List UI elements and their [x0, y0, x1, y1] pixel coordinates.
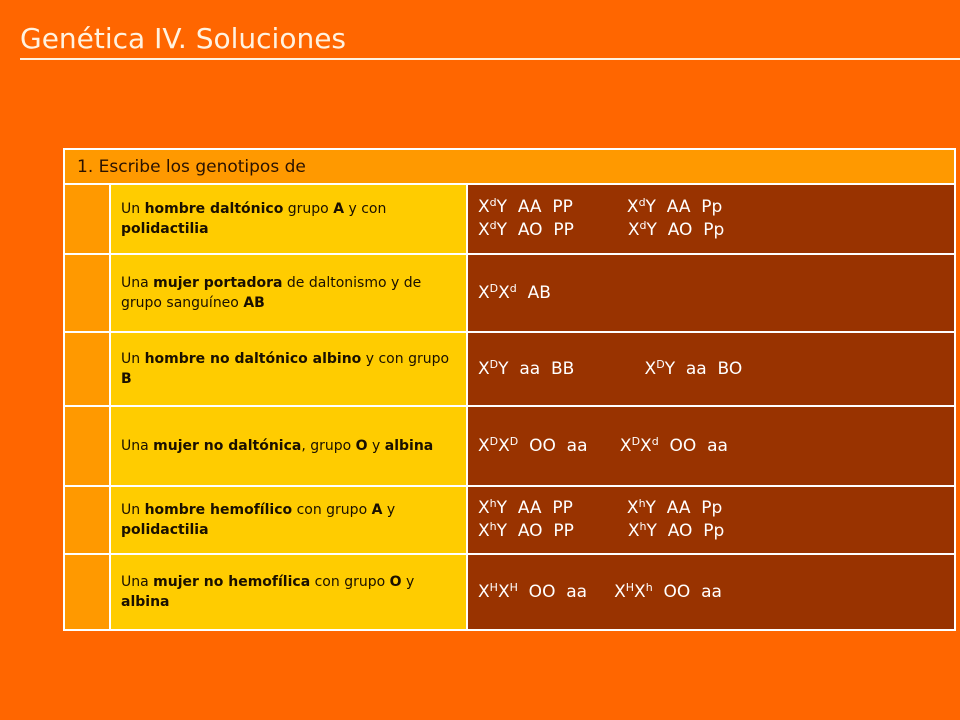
description-text: y [382, 502, 396, 518]
genotype-table [63, 148, 956, 631]
allele-superscript: d [509, 281, 517, 295]
allele-superscript: d [639, 219, 647, 232]
bold-term: mujer no daltónica [153, 438, 302, 454]
row-marker-cell [64, 486, 110, 554]
genotype-cell [467, 554, 955, 630]
table-row [64, 184, 955, 254]
genotype-text: Y AA PP X [496, 197, 639, 217]
description-cell [110, 486, 467, 554]
genotype-cell [467, 406, 955, 486]
description-text: de daltonismo y de grupo sanguíneo [121, 275, 422, 311]
table-header: 1. Escribe los genotipos de [64, 149, 955, 184]
bold-term: AB [243, 295, 265, 311]
genotype-line [478, 358, 742, 381]
bold-term: albina [384, 438, 434, 454]
table-row [64, 254, 955, 332]
allele-superscript: d [651, 434, 659, 448]
allele-superscript: h [645, 580, 653, 594]
allele-superscript: h [639, 520, 647, 533]
genotype-cell [467, 486, 955, 554]
genotype-text: X [478, 358, 490, 379]
genotype-cell [467, 332, 955, 406]
genotype-text: X [634, 581, 646, 602]
allele-superscript: D [509, 434, 519, 448]
description-cell [110, 554, 467, 630]
genotype-text: Y aa BO [664, 358, 743, 379]
genotype-text: OO aa X [518, 435, 632, 456]
allele-superscript: D [489, 281, 499, 295]
genotype-text: Y AO Pp [646, 521, 725, 541]
genotype-text: Y AA Pp [645, 197, 723, 217]
row-marker-cell [64, 332, 110, 406]
description-cell [110, 184, 467, 254]
allele-superscript: D [656, 357, 665, 371]
bold-term: A [371, 502, 383, 518]
genotype-cell [467, 184, 955, 254]
bold-term: hombre no daltónico albino [144, 351, 362, 367]
description-cell [110, 406, 467, 486]
bold-term: polidactilia [121, 221, 209, 237]
allele-superscript: H [509, 580, 518, 594]
bold-term: albina [121, 594, 170, 610]
genotype-text: X [498, 435, 510, 456]
genotype-cell [467, 254, 955, 332]
allele-superscript: d [638, 196, 646, 209]
genotype-line [478, 282, 551, 305]
genotype-text: X [478, 282, 490, 303]
genotype-text: X [478, 521, 490, 541]
description-text: y [367, 438, 385, 454]
bold-term: B [121, 371, 132, 387]
genotype-line [478, 219, 724, 242]
genotype-text: Y AO PP X [496, 521, 640, 541]
genotype-line [478, 581, 722, 604]
row-marker-cell [64, 184, 110, 254]
genotype-text: Y AA PP X [496, 498, 639, 518]
allele-superscript: h [489, 520, 497, 533]
description-text: grupo [283, 201, 334, 217]
bold-term: O [389, 574, 402, 590]
table-row [64, 554, 955, 630]
description-text: con grupo [292, 502, 372, 518]
allele-superscript: H [489, 580, 498, 594]
genotype-text: X [497, 581, 510, 602]
allele-superscript: h [638, 497, 646, 510]
allele-superscript: D [489, 434, 499, 448]
description-text: y [401, 574, 415, 590]
genotype-line [478, 497, 722, 520]
genotype-text: OO aa X [517, 581, 626, 602]
bold-term: A [333, 201, 345, 217]
page-title: Genética IV. Soluciones [20, 22, 347, 55]
genotype-text: X [498, 282, 510, 303]
description-text: Una [121, 438, 154, 454]
genotype-line [478, 435, 728, 458]
genotype-text: X [640, 435, 652, 456]
genotype-text: X [478, 435, 490, 456]
table-header-row [64, 149, 955, 184]
description-text: con grupo [310, 574, 390, 590]
description-text: y con [344, 201, 387, 217]
bold-term: mujer no hemofílica [153, 574, 311, 590]
table-row [64, 406, 955, 486]
bold-term: mujer portadora [153, 275, 283, 291]
description-text: y con grupo [361, 351, 450, 367]
description-text: Una [121, 574, 154, 590]
genotype-text: Y AO PP X [496, 220, 640, 240]
description-cell [110, 332, 467, 406]
allele-superscript: d [489, 196, 497, 209]
allele-superscript: d [489, 219, 497, 232]
genotype-line [478, 520, 724, 543]
genotype-text: OO aa [652, 581, 722, 602]
bold-term: hombre hemofílico [144, 502, 293, 518]
description-text: Un [121, 502, 145, 518]
allele-superscript: D [489, 357, 499, 371]
description-text: Un [121, 351, 145, 367]
description-text: Un [121, 201, 145, 217]
genotype-line [478, 196, 722, 219]
genotype-text: Y aa BB X [498, 358, 657, 379]
genotype-text: X [478, 197, 490, 217]
genotype-text: X [478, 581, 490, 602]
allele-superscript: D [631, 434, 641, 448]
genotype-text: AB [516, 282, 551, 303]
table-row [64, 332, 955, 406]
description-text: Una [121, 275, 154, 291]
bold-term: polidactilia [121, 522, 209, 538]
genotype-text: X [478, 498, 490, 518]
row-marker-cell [64, 406, 110, 486]
genotype-text: X [478, 220, 490, 240]
allele-superscript: H [625, 580, 635, 594]
genotype-text: Y AO Pp [646, 220, 725, 240]
table-row [64, 486, 955, 554]
row-marker-cell [64, 554, 110, 630]
title-underline [20, 58, 960, 60]
allele-superscript: h [489, 497, 497, 510]
bold-term: O [355, 438, 368, 454]
genotype-text: OO aa [658, 435, 728, 456]
bold-term: hombre daltónico [144, 201, 284, 217]
row-marker-cell [64, 254, 110, 332]
description-text: , grupo [301, 438, 356, 454]
genotype-text: Y AA Pp [645, 498, 723, 518]
description-cell [110, 254, 467, 332]
